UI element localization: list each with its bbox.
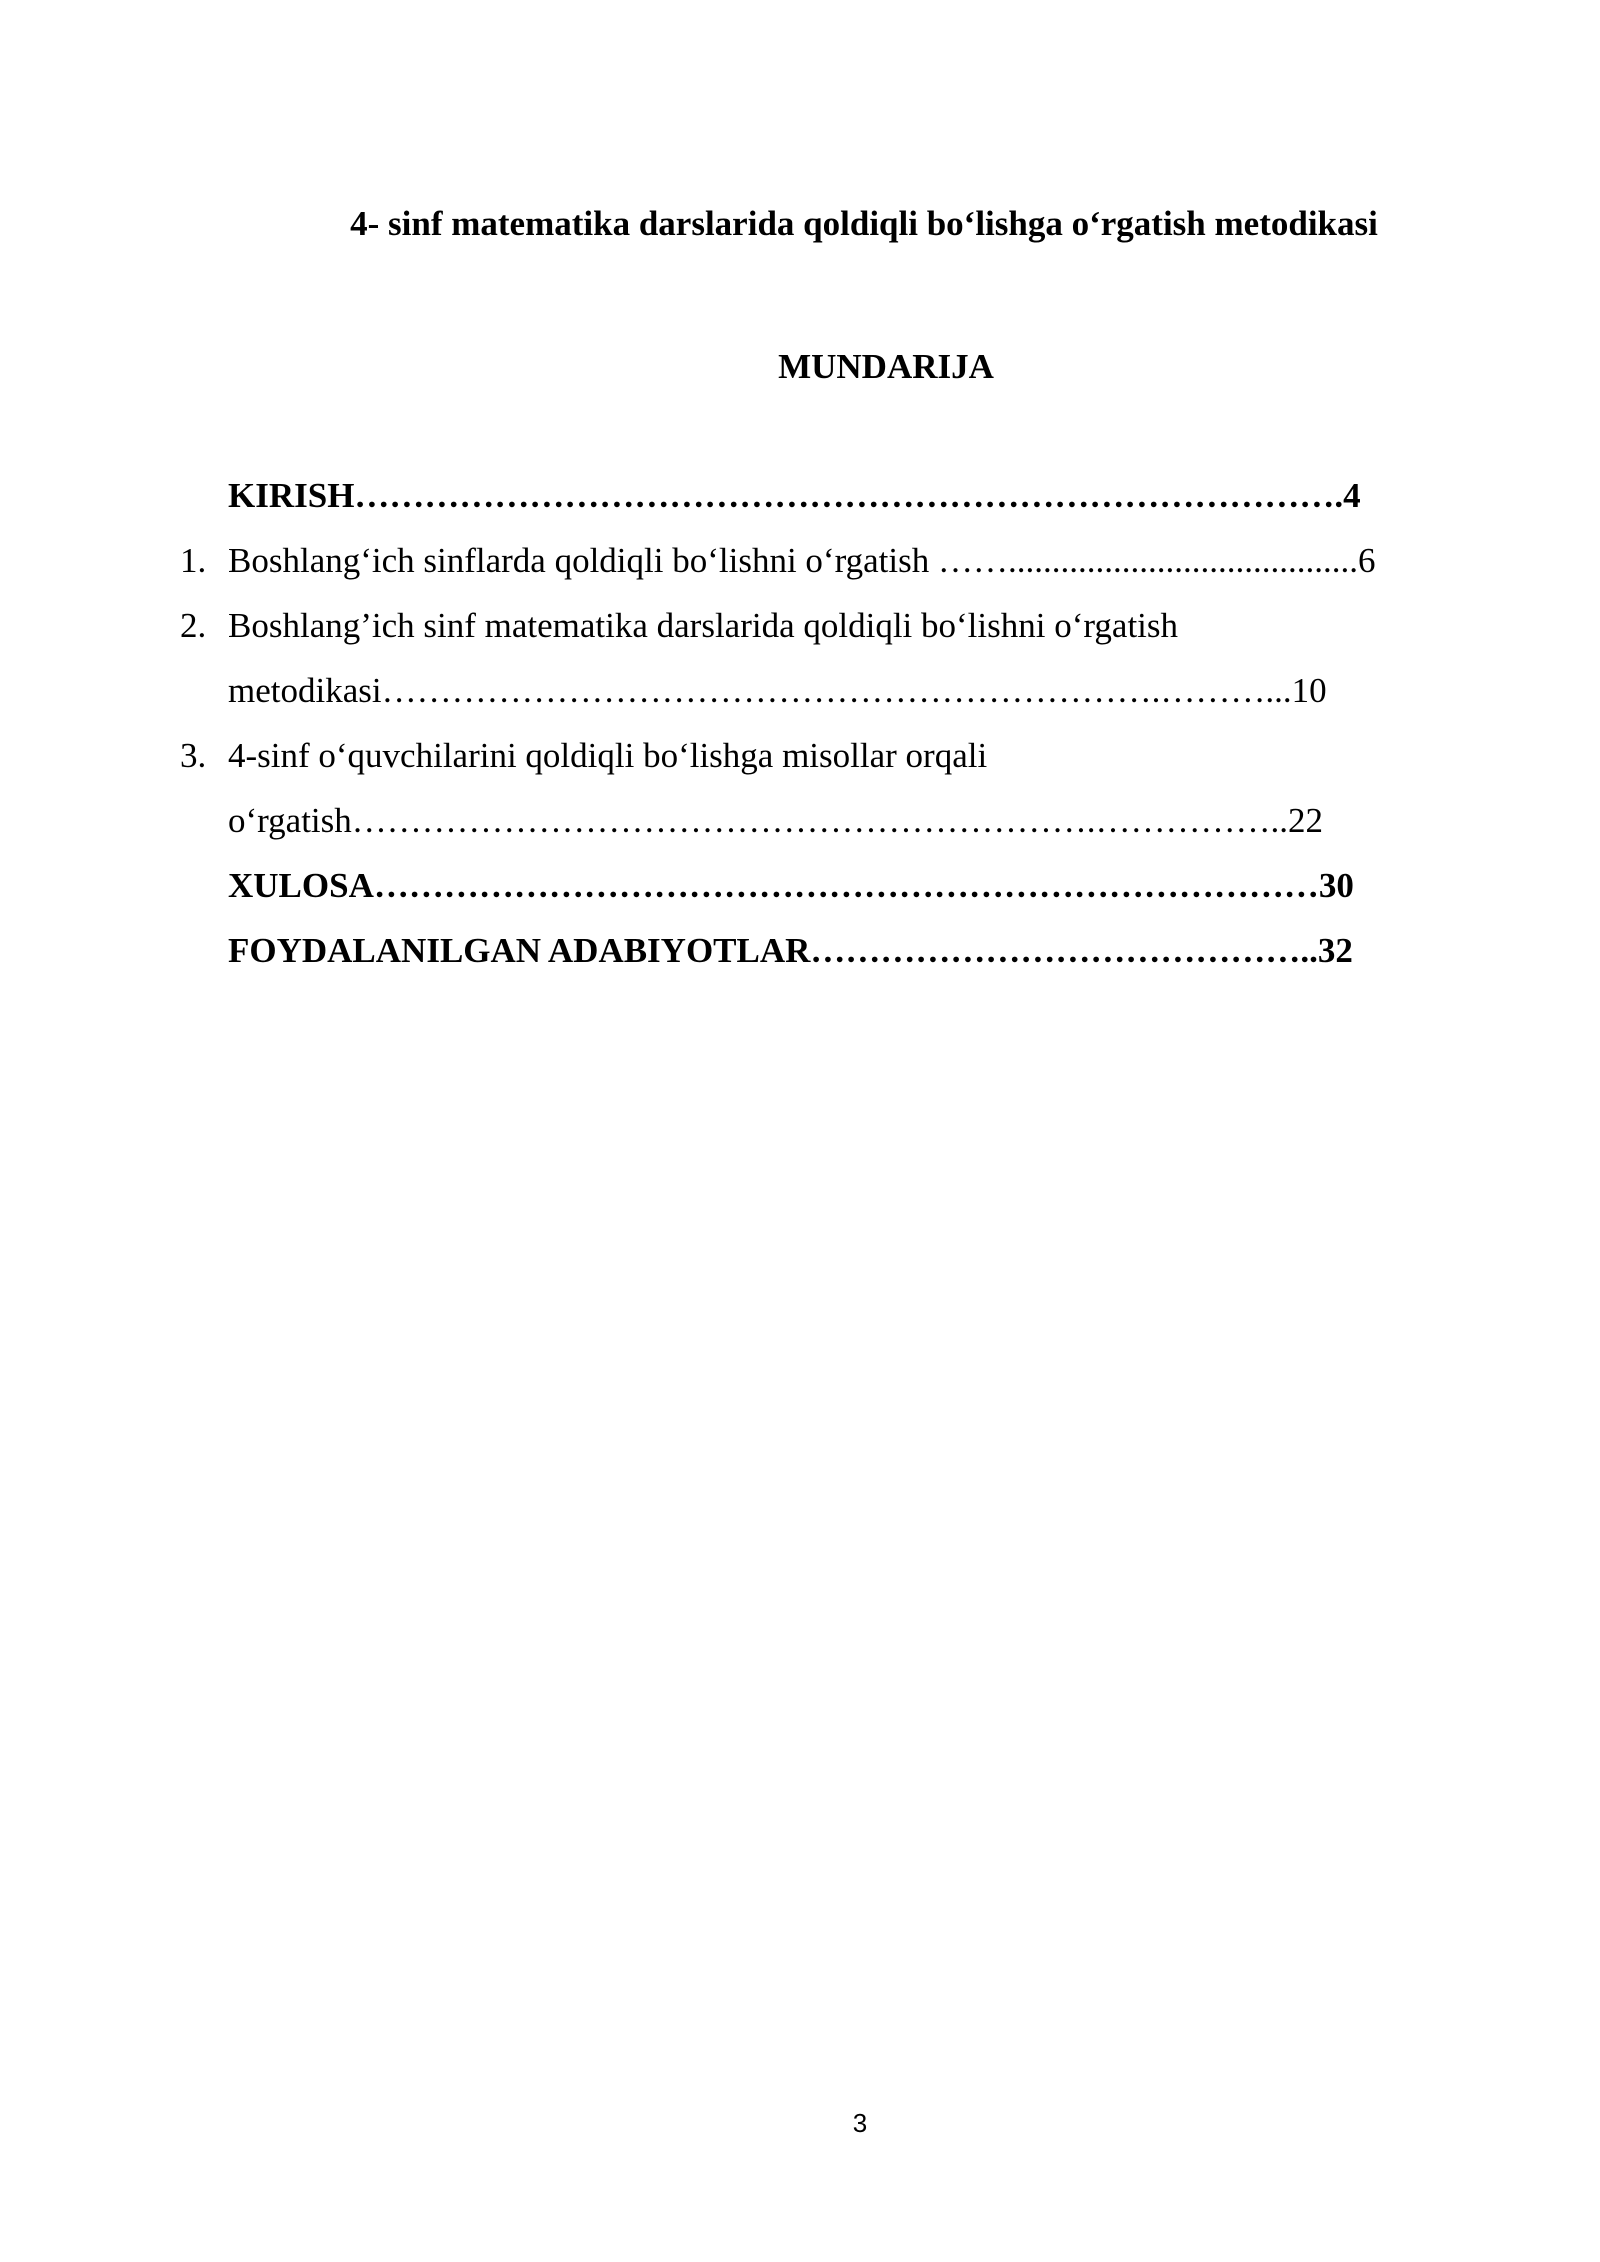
toc-entry-2-line-1: Boshlang’ich sinf matematika darslarida qoldiqli bo‘lishni o‘rgatish	[228, 606, 1179, 645]
toc-entry-3-line-2: o‘rgatish……………………………………………………….……………..22	[228, 801, 1324, 840]
toc-entry-kirish: KIRISH………………………………………………………………………….4	[228, 476, 1361, 515]
document-title: 4- sinf matematika darslarida qoldiqli bo‘lishga o‘rgatish metodikasi	[350, 204, 1378, 243]
toc-entry-foydalanilgan-adabiyotlar: FOYDALANILGAN ADABIYOTLAR……………………………………..32	[228, 931, 1353, 970]
toc-entry-1: Boshlang‘ich sinflarda qoldiqli bo‘lishni o‘rgatish ……........................................6	[228, 541, 1376, 580]
toc-entry-xulosa: XULOSA………………………………………………………………………30	[228, 866, 1354, 905]
toc-entry-2-line-2: metodikasi………………………………………………………….………...10	[228, 671, 1327, 710]
toc-entry-3-line-1: 4-sinf o‘quvchilarini qoldiqli bo‘lishga misollar orqali	[228, 736, 988, 775]
toc-heading: MUNDARIJA	[778, 347, 994, 386]
toc-item-number: 2.	[180, 606, 207, 645]
toc-item-number: 3.	[180, 736, 207, 775]
toc-item-number: 1.	[180, 541, 207, 580]
page-number: 3	[852, 2108, 868, 2138]
